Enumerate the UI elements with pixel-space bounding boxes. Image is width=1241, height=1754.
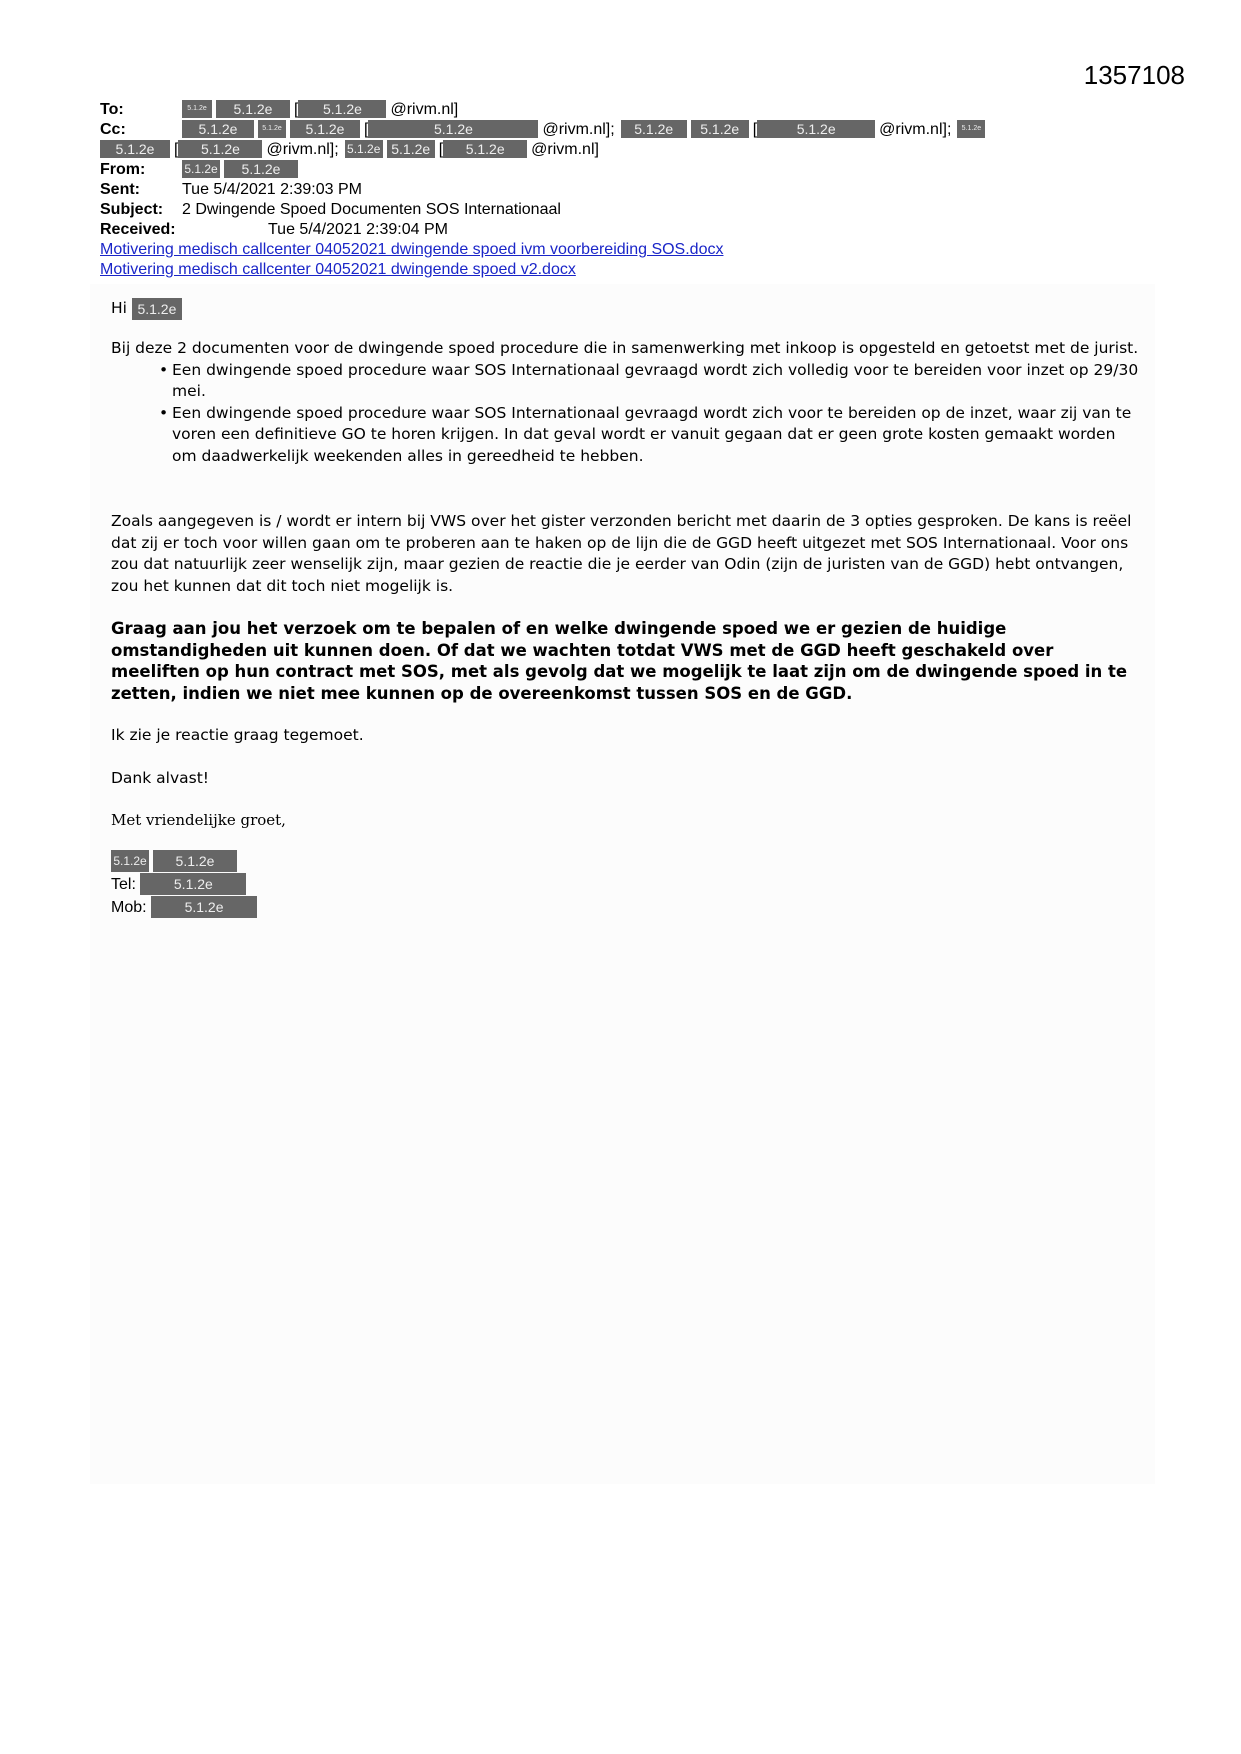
- received-value: Tue 5/4/2021 2:39:04 PM: [268, 221, 448, 238]
- redaction-box: 5.1.2e: [757, 120, 875, 138]
- signature-mob: [111, 896, 1141, 919]
- redaction-box: 5.1.2e: [387, 140, 435, 158]
- cc-label: Cc:: [100, 121, 126, 138]
- redaction-box: 5.1.2e: [100, 140, 170, 158]
- subject-value: 2 Dwingende Spoed Documenten SOS Internationaal: [182, 201, 561, 218]
- redaction-box: 5.1.2e: [621, 120, 687, 138]
- attachment-list: [100, 240, 723, 280]
- thanks-line: Dank alvast!: [111, 768, 210, 787]
- redaction-box: 5.1.2e: [140, 873, 246, 895]
- sent-value: Tue 5/4/2021 2:39:03 PM: [182, 181, 362, 198]
- redaction-box: 5.1.2e: [151, 896, 257, 918]
- context-paragraph: Zoals aangegeven is / wordt er intern bij VWS over het gister verzonden bericht met daarin de 3 opties gesproken. De kans is reëel dat zij er toch voor willen gaan om te proberen aan te haken op de lijn die de GGD heeft uitgezet met SOS Internationaal. Voor ons zou dat natuurlijk zeer wenselijk zijn, maar gezien de reactie die je eerder van Odin (zijn de juristen van de GGD) hebt ontvangen, zou het kunnen dat dit toch niet mogelijk is.: [111, 512, 1132, 595]
- cc-domain: @rivm.nl];: [542, 121, 615, 138]
- signature-tel: [111, 873, 1141, 896]
- to-label: To:: [100, 101, 124, 118]
- signoff: Met vriendelijke groet,: [111, 811, 286, 829]
- redaction-box: 5.1.2e: [182, 160, 220, 178]
- redaction-box: 5.1.2e: [111, 850, 149, 872]
- request-paragraph: Graag aan jou het verzoek om te bepalen of en welke dwingende spoed we er gezien de huidige omstandigheden uit kunnen doen. Of dat we wachten totdat VWS met de GGD heeft geschakeld over meeliften op hun contract met SOS, met als gevolg dat we mogelijk te laat zijn om de dwingende spoed in te zetten, indien we niet mee kunnen op de overeenkomst tussen SOS en de GGD.: [111, 619, 1128, 703]
- signature-name: [111, 850, 1141, 873]
- greeting: [111, 298, 1141, 320]
- redaction-box: 5.1.2e: [182, 100, 212, 118]
- redaction-box: 5.1.2e: [368, 120, 538, 138]
- redaction-box: 5.1.2e: [182, 120, 254, 138]
- subject-label: Subject:: [100, 201, 164, 218]
- received-label: Received:: [100, 221, 176, 238]
- to-domain: @rivm.nl]: [390, 101, 459, 118]
- attachment-link[interactable]: Motivering medisch callcenter 04052021 dwingende spoed v2.docx: [100, 261, 576, 278]
- bracket: [: [752, 121, 758, 138]
- email-body: [111, 298, 1141, 919]
- tel-label: Tel:: [111, 875, 136, 893]
- intro-paragraph: Bij deze 2 documenten voor de dwingende spoed procedure die in samenwerking met inkoop is opgesteld en getoetst met de jurist.: [111, 339, 1139, 357]
- redaction-box: 5.1.2e: [178, 140, 262, 158]
- redaction-box: 5.1.2e: [216, 100, 290, 118]
- mob-label: Mob:: [111, 898, 147, 916]
- option-list: [111, 360, 1141, 468]
- closing-line: Ik zie je reactie graag tegemoet.: [111, 726, 364, 744]
- cc-domain: @rivm.nl]: [531, 141, 599, 158]
- bracket: [: [294, 101, 299, 118]
- list-item: • Een dwingende spoed procedure waar SOS Internationaal gevraagd wordt zich voor te bereiden op de inzet, waar zij van te voren een definitieve GO te horen krijgen. In dat geval wordt er vanuit gegaan dat er geen grote kosten gemaakt worden om daadwerkelijk weekenden alles in gereedheid te hebben.: [159, 403, 1141, 468]
- cc-domain: @rivm.nl];: [266, 141, 339, 158]
- document-id: 1357108: [1083, 60, 1185, 90]
- greeting-text: Hi: [111, 299, 127, 317]
- bracket: [: [174, 141, 179, 158]
- redaction-box: 5.1.2e: [290, 120, 360, 138]
- bracket: [: [438, 141, 444, 158]
- attachment-link[interactable]: Motivering medisch callcenter 04052021 dwingende spoed ivm voorbereiding SOS.docx: [100, 241, 724, 258]
- redaction-box: 5.1.2e: [132, 298, 182, 320]
- redaction-box: 5.1.2e: [258, 120, 286, 138]
- cc-domain: @rivm.nl];: [879, 121, 952, 138]
- redaction-box: 5.1.2e: [298, 100, 386, 118]
- signature-block: [111, 850, 1141, 919]
- redaction-box: 5.1.2e: [224, 160, 298, 178]
- from-label: From:: [100, 161, 146, 178]
- redaction-box: 5.1.2e: [345, 140, 383, 158]
- redaction-box: 5.1.2e: [443, 140, 527, 158]
- sent-label: Sent:: [100, 181, 140, 198]
- redaction-box: 5.1.2e: [957, 120, 985, 138]
- redaction-box: 5.1.2e: [691, 120, 749, 138]
- list-item: • Een dwingende spoed procedure waar SOS Internationaal gevraagd wordt zich volledig voor te bereiden voor inzet op 29/30 mei.: [159, 360, 1141, 403]
- redaction-box: 5.1.2e: [153, 850, 237, 872]
- bracket: [: [364, 121, 369, 138]
